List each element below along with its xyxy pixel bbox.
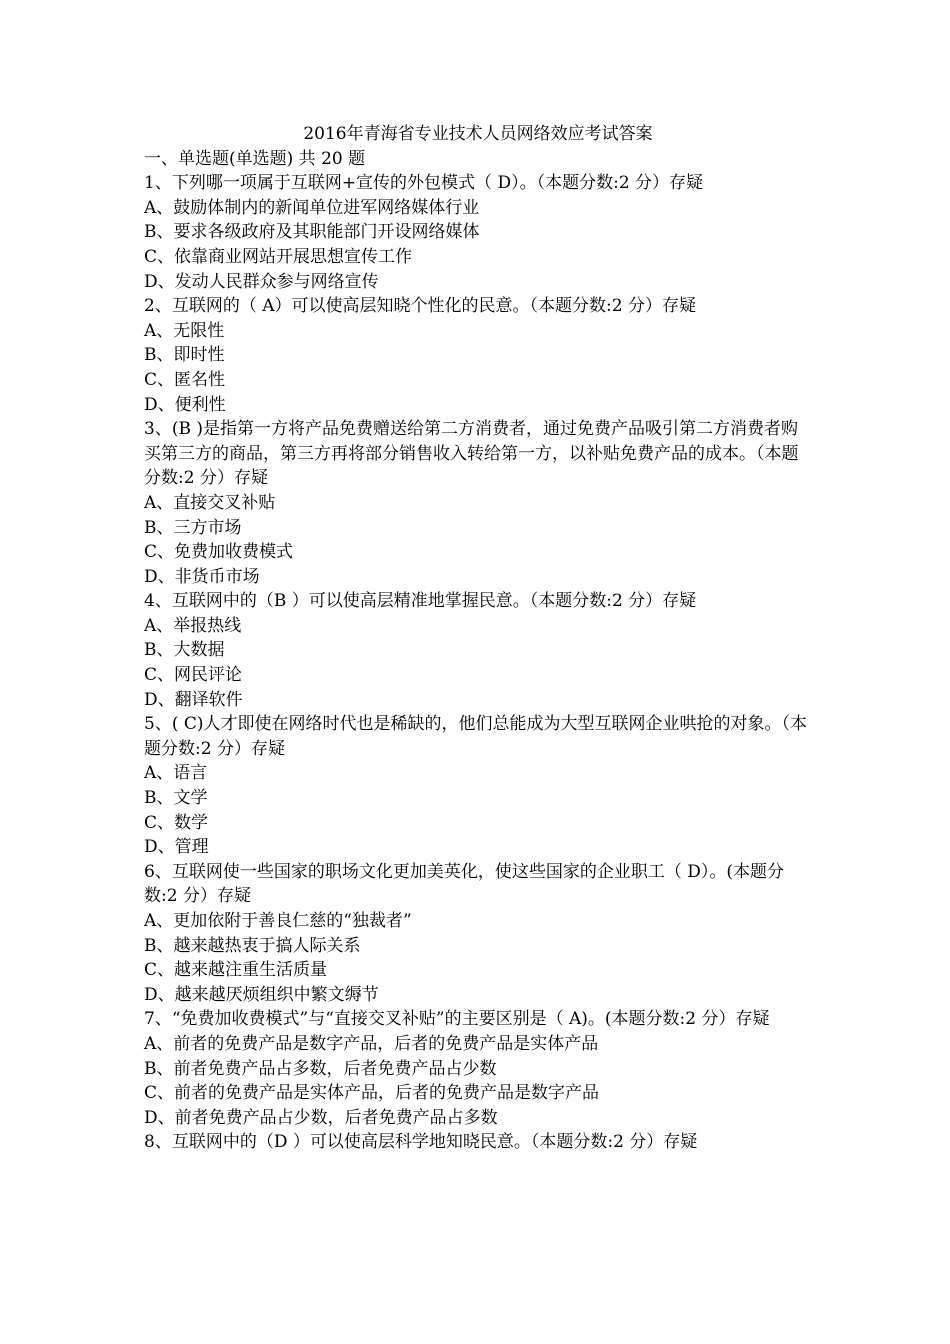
option-c: C、依靠商业网站开展思想宣传工作 [144, 246, 413, 267]
option-b: B、越来越热衷于搞人际关系 [144, 935, 361, 956]
option-d: D、便利性 [144, 394, 226, 415]
option-d: D、发动人民群众参与网络宣传 [144, 271, 379, 292]
question-stem: 3、(B )是指第一方将产品免费赠送给第二方消费者，通过免费产品吸引第二方消费者购买第三方的商品，第三方再将部分销售收入转给第一方，以补贴免费产品的成本。（本题分数:2 分）存疑 [144, 419, 799, 489]
option-d: D、越来越厌烦组织中繁文缛节 [144, 984, 379, 1005]
question-7 [144, 1007, 812, 1130]
option-b: B、大数据 [144, 640, 225, 661]
question-stem: 8、互联网中的（D ）可以使高层科学地知晓民意。（本题分数:2 分）存疑 [144, 1132, 698, 1153]
option-b: B、要求各级政府及其职能部门开设网络媒体 [144, 222, 480, 243]
question-stem: 6、互联网使一些国家的职场文化更加美英化，使这些国家的企业职工（ D）。(本题分数:2 分）存疑 [144, 861, 784, 907]
question-6 [144, 860, 812, 1008]
option-b: B、即时性 [144, 345, 225, 366]
option-b: B、三方市场 [144, 517, 242, 538]
question-8 [144, 1130, 812, 1155]
option-b: B、文学 [144, 788, 208, 809]
question-5 [144, 712, 812, 860]
option-d: D、前者免费产品占少数，后者免费产品占多数 [144, 1107, 498, 1128]
section-heading: 一、单选题(单选题) 共 20 题 [144, 148, 366, 169]
document-title: 2016年青海省专业技术人员网络效应考试答案 [303, 124, 653, 144]
option-c: C、匿名性 [144, 369, 226, 390]
question-stem: 5、( C)人才即使在网络时代也是稀缺的，他们总能成为大型互联网企业哄抢的对象。（本题分数:2 分）存疑 [144, 714, 807, 759]
question-stem: 4、互联网中的（B ）可以使高层精准地掌握民意。（本题分数:2 分）存疑 [144, 591, 697, 612]
option-a: A、直接交叉补贴 [144, 492, 276, 513]
question-4 [144, 589, 812, 712]
option-d: D、翻译软件 [144, 689, 243, 710]
option-c: C、越来越注重生活质量 [144, 960, 328, 981]
question-2 [144, 294, 812, 417]
option-d: D、管理 [144, 837, 209, 858]
option-c: C、前者的免费产品是实体产品，后者的免费产品是数字产品 [144, 1083, 600, 1104]
option-d: D、非货币市场 [144, 566, 260, 587]
question-stem: 1、下列哪一项属于互联网+宣传的外包模式（ D）。（本题分数:2 分）存疑 [144, 173, 704, 194]
option-c: C、免费加收费模式 [144, 542, 294, 563]
option-b: B、前者免费产品占多数，后者免费产品占少数 [144, 1058, 497, 1079]
option-a: A、前者的免费产品是数字产品，后者的免费产品是实体产品 [144, 1033, 599, 1054]
option-c: C、数学 [144, 812, 209, 833]
question-stem: 2、互联网的（ A）可以使高层知晓个性化的民意。（本题分数:2 分）存疑 [144, 296, 696, 317]
option-a: A、鼓励体制内的新闻单位进军网络媒体行业 [144, 197, 480, 218]
option-a: A、语言 [144, 763, 208, 784]
document-body [144, 122, 812, 1155]
option-a: A、举报热线 [144, 615, 242, 636]
question-stem: 7、“免费加收费模式”与“直接交叉补贴”的主要区别是（ A)。(本题分数:2 分）存疑 [144, 1009, 770, 1030]
option-a: A、无限性 [144, 320, 225, 341]
option-c: C、网民评论 [144, 665, 243, 686]
question-1 [144, 171, 812, 294]
option-a: A、更加依附于善良仁慈的“独裁者” [144, 911, 412, 931]
question-3 [144, 417, 812, 589]
